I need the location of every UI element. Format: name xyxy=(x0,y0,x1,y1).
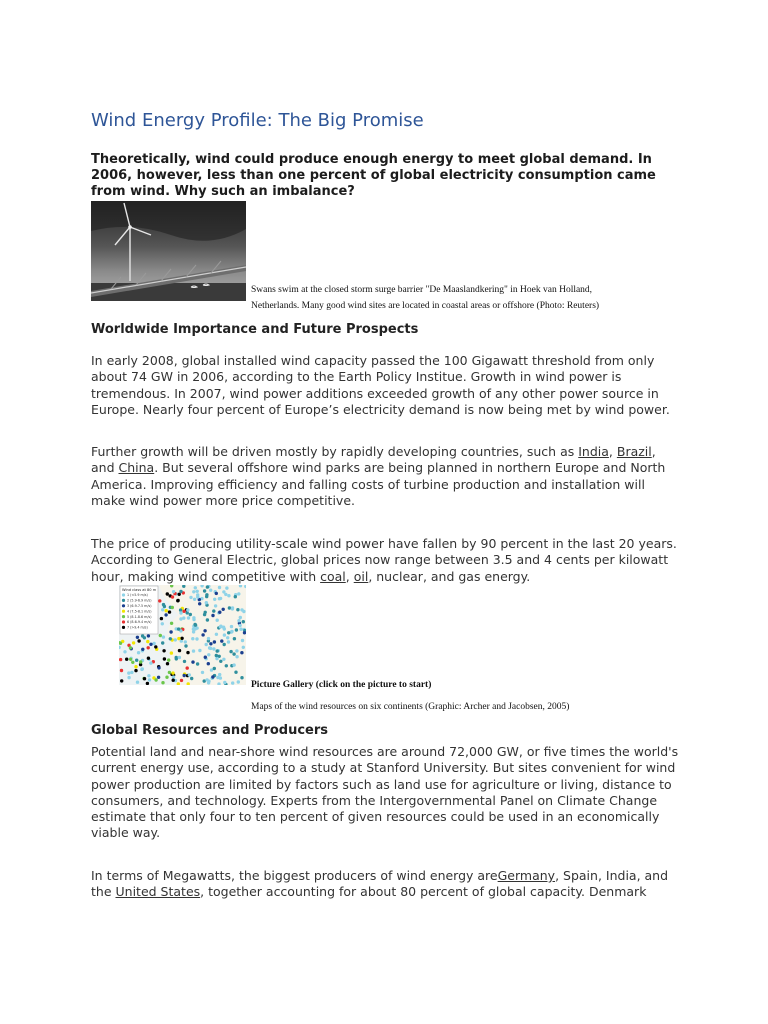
map-dot xyxy=(164,613,167,616)
map-dot xyxy=(204,656,207,659)
map-dot xyxy=(227,594,230,597)
paragraph-price-text-1: The price of producing utility-scale wind power have fallen by 90 percent in the last 20 years. According to General Electric, global prices now range between 3.5 and 4 cents per kilowatt hour, making wind competitive with xyxy=(91,536,677,584)
map-dot xyxy=(237,680,240,683)
picture-gallery-link[interactable]: Picture Gallery (click on the picture to start) xyxy=(251,680,432,690)
wind-resource-map-graphic xyxy=(119,585,246,685)
map-dot xyxy=(168,671,171,674)
map-dot xyxy=(141,648,144,651)
map-dot xyxy=(192,649,195,652)
map-dot xyxy=(182,610,185,613)
map-legend-label: 6 (8.6-9.4 m/s) xyxy=(127,620,152,625)
map-dot xyxy=(235,628,238,631)
map-dot xyxy=(170,622,173,625)
map-dot xyxy=(222,658,225,661)
map-dot xyxy=(177,627,180,630)
map-dot xyxy=(161,622,164,625)
map-legend-swatch xyxy=(122,620,125,623)
map-dot xyxy=(225,664,228,667)
map-dot xyxy=(230,625,233,628)
paragraph-growth-sep-1: , xyxy=(608,444,617,459)
map-dot xyxy=(166,592,169,595)
paragraph-price-text-2: , nuclear, and gas energy. xyxy=(368,568,531,584)
paragraph-producers-text-3: , together accounting for about 80 percent of global capacity. Denmark xyxy=(200,884,647,900)
map-dot xyxy=(216,619,219,622)
map-dot xyxy=(169,630,172,633)
map-dot xyxy=(147,657,150,660)
map-dot xyxy=(218,673,221,676)
map-dot xyxy=(152,642,155,645)
map-dot xyxy=(234,671,237,674)
map-legend-swatch xyxy=(122,593,125,596)
map-legend-swatch xyxy=(122,615,125,618)
map-dot xyxy=(215,654,218,657)
wind-turbine-photo xyxy=(91,201,246,301)
map-dot xyxy=(161,608,164,611)
paragraph-price xyxy=(91,536,681,585)
map-dot xyxy=(232,652,235,655)
paragraph-growth-text-2: . But several offshore wind parks are being planned in northern Europe and North America. Improving efficiency and falling costs of turbine production and installation will make wind power more price competitive. xyxy=(91,460,666,508)
map-dot xyxy=(227,640,230,643)
map-dot xyxy=(207,637,210,640)
map-dot xyxy=(136,636,139,639)
map-dot xyxy=(186,611,189,614)
map-legend-swatch xyxy=(122,604,125,607)
map-dot xyxy=(149,643,152,646)
map-dot xyxy=(189,613,192,616)
paragraph-producers-text-1: In terms of Megawatts, the biggest producers of wind energy are xyxy=(91,868,498,883)
map-dot xyxy=(237,619,240,622)
link-germany[interactable]: Germany xyxy=(497,868,556,883)
map-dot xyxy=(174,638,177,641)
map-dot xyxy=(193,598,196,601)
paragraph-producers xyxy=(91,868,681,901)
map-dot xyxy=(172,590,175,593)
map-dot xyxy=(186,608,189,611)
map-dot xyxy=(172,679,175,682)
map-dot xyxy=(167,658,170,661)
section-heading-importance: Worldwide Importance and Future Prospects xyxy=(91,322,419,337)
map-dot xyxy=(192,616,195,619)
map-dot xyxy=(235,655,238,658)
map-dot xyxy=(130,671,133,674)
lead-paragraph: Theoretically, wind could produce enough energy to meet global demand. In 2006, however, less than one percent of global electricity consumption came from wind. Why such an imbalance? xyxy=(91,152,656,199)
map-dot xyxy=(192,590,195,593)
map-dot xyxy=(214,604,217,607)
map-dot xyxy=(213,667,216,670)
map-dot xyxy=(203,679,206,682)
map-dot xyxy=(158,599,161,602)
map-dot xyxy=(235,649,238,652)
map-legend-label: 4 (7.5-8.1 m/s) xyxy=(127,609,152,614)
map-dot xyxy=(125,658,128,661)
paragraph-price-sep-1: , xyxy=(345,568,354,584)
map-dot xyxy=(119,658,122,661)
section-heading-resources: Global Resources and Producers xyxy=(91,723,329,738)
map-dot xyxy=(193,623,196,626)
map-dot xyxy=(188,673,191,676)
map-dot xyxy=(212,609,215,612)
map-dot xyxy=(179,590,182,593)
map-dot xyxy=(177,637,180,640)
map-dot xyxy=(183,660,186,663)
map-dot xyxy=(206,585,209,588)
map-dot xyxy=(154,645,157,648)
map-dot xyxy=(198,602,201,605)
map-dot xyxy=(238,624,241,627)
page-title: Wind Energy Profile: The Big Promise xyxy=(91,110,424,131)
photo-caption-line-2: Netherlands. Many good wind sites are located in coastal areas or offshore (Photo: Reuters) xyxy=(251,301,600,311)
map-dot xyxy=(240,651,243,654)
map-dot xyxy=(242,620,245,623)
map-dot xyxy=(161,681,164,684)
map-dot xyxy=(239,628,242,631)
map-dot xyxy=(163,657,166,660)
map-dot xyxy=(148,678,151,681)
map-dot xyxy=(178,593,181,596)
map-dot xyxy=(157,676,160,679)
map-dot xyxy=(186,651,189,654)
map-legend-label: 5 (8.1-8.6 m/s) xyxy=(127,614,152,619)
map-dot xyxy=(207,653,210,656)
link-united-states[interactable]: United States xyxy=(115,884,201,900)
map-dot xyxy=(216,649,219,652)
photo-caption xyxy=(251,282,721,314)
map-dot xyxy=(201,671,204,674)
map-dot xyxy=(175,656,178,659)
map-dot xyxy=(178,649,181,652)
map-dot xyxy=(143,677,146,680)
map-legend-label: 3 (6.9-7.5 m/s) xyxy=(127,604,152,608)
map-dot xyxy=(195,626,198,629)
map-dot xyxy=(218,586,221,589)
map-dot xyxy=(242,646,245,649)
map-dot xyxy=(222,626,225,629)
map-dot xyxy=(191,637,194,640)
map-caption: Maps of the wind resources on six continents (Graphic: Archer and Jacobsen, 2005) xyxy=(251,702,570,712)
map-dot xyxy=(230,630,233,633)
map-dot xyxy=(195,637,198,640)
map-dot xyxy=(176,599,179,602)
map-dot xyxy=(233,637,236,640)
map-dot xyxy=(137,639,140,642)
map-dot xyxy=(240,608,243,611)
map-dot xyxy=(162,649,165,652)
map-legend-swatch xyxy=(122,626,125,629)
map-dot xyxy=(178,656,181,659)
map-dot xyxy=(123,650,126,653)
map-dot xyxy=(223,681,226,684)
map-dot xyxy=(196,590,199,593)
map-legend-title: Wind class at 80 m xyxy=(122,588,157,592)
link-india[interactable]: India xyxy=(578,444,609,459)
map-dot xyxy=(208,646,211,649)
map-dot xyxy=(171,595,174,598)
map-dot xyxy=(234,595,237,598)
map-legend-label: 1 (<5.9 m/s) xyxy=(127,593,148,598)
map-dot xyxy=(120,669,123,672)
map-dot xyxy=(227,631,230,634)
map-dot xyxy=(231,681,234,684)
map-dot xyxy=(239,616,242,619)
map-dot xyxy=(171,671,174,674)
map-dot xyxy=(172,675,175,678)
map-dot xyxy=(166,662,169,665)
map-dot xyxy=(161,641,164,644)
map-dot xyxy=(207,681,210,684)
map-dot xyxy=(222,590,225,593)
map-dot xyxy=(207,662,210,665)
map-dot xyxy=(196,662,199,665)
map-dot xyxy=(213,640,216,643)
paragraph-growth-sep-2: , and xyxy=(91,444,656,476)
map-dot xyxy=(209,642,212,645)
paragraph-growth xyxy=(91,444,681,509)
map-dot xyxy=(236,608,239,611)
map-dot xyxy=(129,646,132,649)
map-dot xyxy=(168,610,171,613)
map-dot xyxy=(231,607,234,610)
map-dot xyxy=(135,659,138,662)
map-dot xyxy=(220,639,223,642)
map-dot xyxy=(191,660,194,663)
map-dot xyxy=(154,678,157,681)
map-dot xyxy=(216,676,219,679)
map-dot xyxy=(140,668,143,671)
link-oil[interactable]: oil xyxy=(353,568,369,584)
map-dot xyxy=(205,678,208,681)
map-dot xyxy=(134,669,137,672)
map-dot xyxy=(186,666,189,669)
map-dot xyxy=(137,651,140,654)
map-dot xyxy=(211,675,214,678)
map-dot xyxy=(205,643,208,646)
map-dot xyxy=(232,663,235,666)
map-dot xyxy=(162,603,165,606)
map-dot xyxy=(147,674,150,677)
map-legend-swatch xyxy=(122,599,125,602)
map-dot xyxy=(190,677,193,680)
map-dot xyxy=(205,595,208,598)
map-dot xyxy=(229,650,232,653)
wind-turbine-illustration xyxy=(91,201,246,301)
map-dot xyxy=(194,586,197,589)
map-dot xyxy=(180,637,183,640)
map-dot xyxy=(192,630,195,633)
map-dot xyxy=(223,643,226,646)
map-dot xyxy=(196,595,199,598)
map-dot xyxy=(184,640,187,643)
map-dot xyxy=(127,671,130,674)
map-dot xyxy=(170,651,173,654)
map-dot xyxy=(183,674,186,677)
map-dot xyxy=(203,589,206,592)
map-dot xyxy=(141,634,144,637)
wind-resource-map[interactable] xyxy=(119,585,246,685)
map-dot xyxy=(218,611,221,614)
map-dot xyxy=(223,633,226,636)
map-dot xyxy=(131,661,134,664)
map-dot xyxy=(147,634,150,637)
map-dot xyxy=(157,666,160,669)
map-dot xyxy=(241,639,244,642)
map-dot xyxy=(226,636,229,639)
paragraph-growth-text-1: Further growth will be driven mostly by rapidly developing countries, such as xyxy=(91,444,579,459)
photo-caption-line-1: Swans swim at the closed storm surge barrier "De Maaslandkering" in Hoek van Holland, xyxy=(251,285,593,295)
map-dot xyxy=(120,679,123,682)
map-dot xyxy=(215,657,218,660)
map-dot xyxy=(228,606,231,609)
map-dot xyxy=(169,637,172,640)
map-dot xyxy=(219,597,222,600)
map-dot xyxy=(149,661,152,664)
paragraph-producers-text-2: , Spain, India, and the xyxy=(91,868,669,900)
map-dot xyxy=(146,640,149,643)
map-dot xyxy=(240,676,243,679)
link-china[interactable]: China xyxy=(118,460,155,476)
paragraph-resources: Potential land and near-shore wind resources are around 72,000 GW, or five times the world's current energy use, according to a study at Stanford University. But sites convenient for wind power production are limited by factors such as land use for agriculture or living, distance to consumers, and technology. Experts from the Intergovernmental Panel on Climate Change estimate that only four to ten percent of given resources could be used in an economically viable way. xyxy=(91,744,679,841)
map-dot xyxy=(179,608,182,611)
map-dot xyxy=(204,611,207,614)
link-coal[interactable]: coal xyxy=(320,568,346,584)
map-dot xyxy=(189,596,192,599)
map-dot xyxy=(134,665,137,668)
map-dot xyxy=(180,679,183,682)
map-dot xyxy=(127,676,130,679)
map-dot xyxy=(160,617,163,620)
map-dot xyxy=(225,586,228,589)
map-dot xyxy=(162,635,165,638)
map-dot xyxy=(136,681,139,684)
map-dot xyxy=(205,601,208,604)
paragraph-capacity: In early 2008, global installed wind capacity passed the 100 Gigawatt threshold from only about 74 GW in 2006, according to the Earth Policy Institue. Growth in wind power is tremendous. In 2007, wind power additions exceeded growth of any other power source in Europe. Nearly four percent of Europe’s electricity demand is now being met by wind power. xyxy=(91,353,670,417)
map-dot xyxy=(201,633,204,636)
map-dot xyxy=(187,616,190,619)
map-dot xyxy=(129,658,132,661)
map-dot xyxy=(237,592,240,595)
map-dot xyxy=(165,676,168,679)
map-dot xyxy=(213,598,216,601)
map-dot xyxy=(198,649,201,652)
map-legend-label: 7 (>9.4 m/s) xyxy=(127,625,148,630)
map-dot xyxy=(206,618,209,621)
map-legend-label: 2 (5.9-6.9 m/s) xyxy=(127,598,152,603)
map-dot xyxy=(147,646,150,649)
map-dot xyxy=(159,634,162,637)
map-dot xyxy=(219,625,222,628)
map-dot xyxy=(203,629,206,632)
map-legend-swatch xyxy=(122,610,125,613)
map-dot xyxy=(139,660,142,663)
map-dot xyxy=(179,611,182,614)
map-dot xyxy=(179,617,182,620)
map-dot xyxy=(219,660,222,663)
map-dot xyxy=(215,633,218,636)
map-dot xyxy=(184,644,187,647)
map-dot xyxy=(212,647,215,650)
map-dot xyxy=(215,592,218,595)
map-dot xyxy=(222,608,225,611)
map-dot xyxy=(165,609,168,612)
map-dot xyxy=(211,614,214,617)
link-brazil[interactable]: Brazil xyxy=(616,444,652,459)
map-dot xyxy=(209,589,212,592)
map-dot xyxy=(171,606,174,609)
map-dot xyxy=(132,641,135,644)
map-legend xyxy=(122,593,152,629)
